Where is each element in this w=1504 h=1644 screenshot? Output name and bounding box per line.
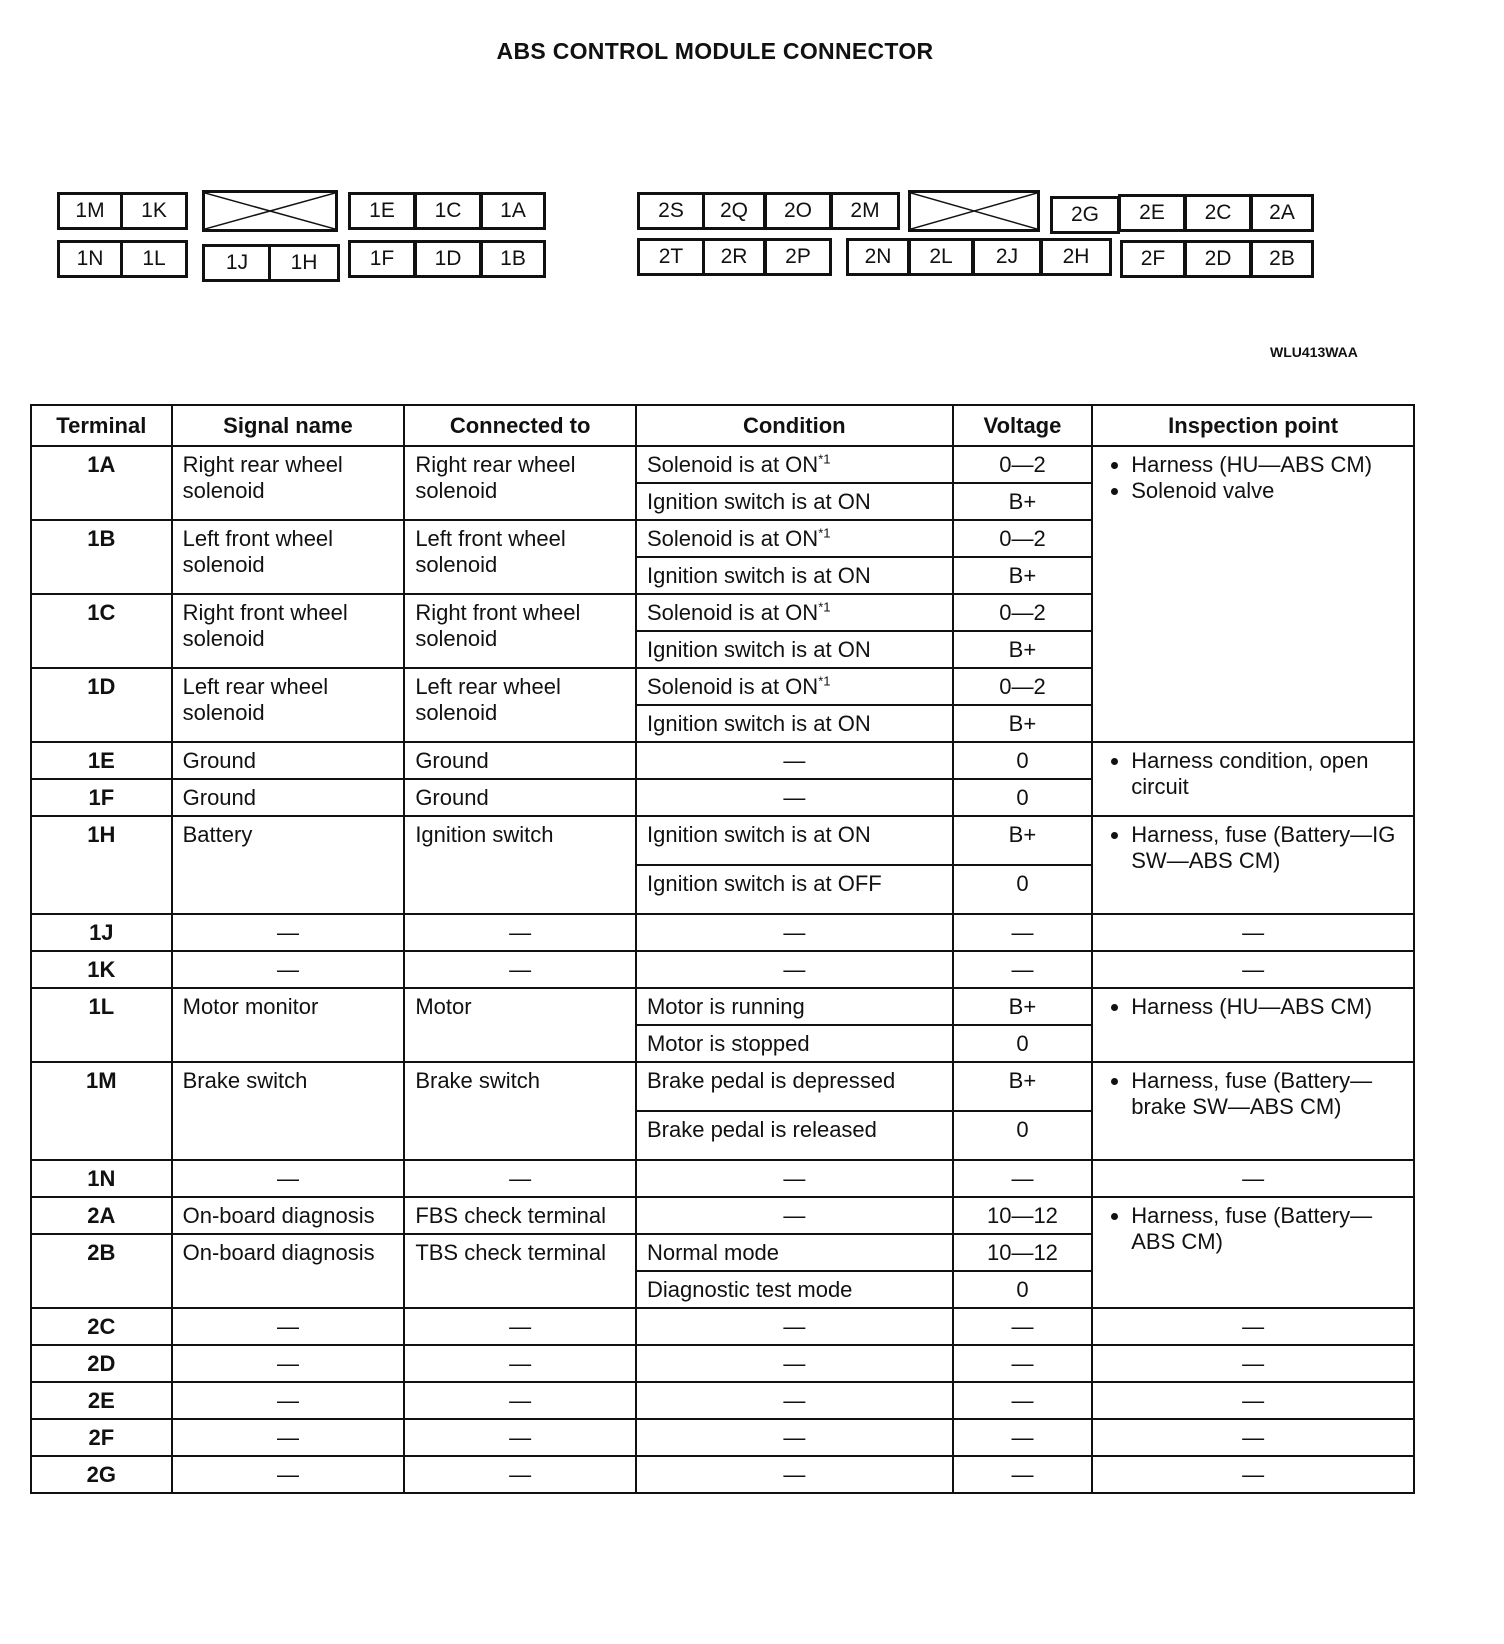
header-signal-name: Signal name: [172, 405, 405, 446]
signal-cell: —: [172, 914, 405, 951]
inspection-item: • Harness, fuse (Battery—ABS CM): [1131, 1203, 1403, 1255]
pin-1A: 1A: [480, 192, 546, 230]
pin-2F: 2F: [1120, 240, 1186, 278]
table-row-2D: [31, 1345, 1414, 1382]
pin-2A: 2A: [1250, 194, 1314, 232]
table-row-2F: [31, 1419, 1414, 1456]
voltage-cell: 0: [953, 1025, 1093, 1062]
pin-2T: 2T: [637, 238, 705, 276]
table-row-1N: [31, 1160, 1414, 1197]
signal-cell: —: [172, 1456, 405, 1493]
header-inspection-point: Inspection point: [1092, 405, 1414, 446]
table-row-2E: [31, 1382, 1414, 1419]
voltage-cell: B+: [953, 988, 1093, 1025]
pin-2L: 2L: [908, 238, 974, 276]
pin-2M: 2M: [830, 192, 900, 230]
voltage-cell: 0: [953, 742, 1093, 779]
condition-cell: Solenoid is at ON$^{*1}$: [636, 668, 953, 705]
table-header-row: [31, 405, 1414, 446]
terminal-cell: 1K: [31, 951, 172, 988]
condition-cell: Diagnostic test mode: [636, 1271, 953, 1308]
condition-cell: Ignition switch is at ON: [636, 483, 953, 520]
pin-2D: 2D: [1184, 240, 1252, 278]
voltage-cell: 0—2: [953, 668, 1093, 705]
signal-cell: —: [172, 951, 405, 988]
table-row-1J: [31, 914, 1414, 951]
condition-cell: Solenoid is at ON$^{*1}$: [636, 594, 953, 631]
signal-cell: —: [172, 1419, 405, 1456]
pin-1N: 1N: [57, 240, 123, 278]
pin-2R: 2R: [702, 238, 766, 276]
pin-1K: 1K: [120, 192, 188, 230]
table-row-2A: [31, 1197, 1414, 1234]
pin-1D: 1D: [414, 240, 482, 278]
condition-cell: —: [636, 1419, 953, 1456]
signal-cell: —: [172, 1345, 405, 1382]
table-row-1H: [31, 816, 1414, 865]
condition-cell: —: [636, 779, 953, 816]
inspection-cell: [1092, 988, 1414, 1062]
connected-cell: —: [404, 1345, 636, 1382]
signal-cell: Battery: [172, 816, 405, 914]
terminal-cell: 1L: [31, 988, 172, 1062]
inspection-cell: [1092, 742, 1414, 816]
condition-cell: Solenoid is at ON$^{*1}$: [636, 446, 953, 483]
terminal-cell: 1B: [31, 520, 172, 594]
connected-cell: Ground: [404, 779, 636, 816]
terminal-cell: 1A: [31, 446, 172, 520]
signal-cell: On-board diagnosis: [172, 1234, 405, 1308]
table-row-2G: [31, 1456, 1414, 1493]
inspection-cell: —: [1092, 1308, 1414, 1345]
terminal-cell: 1H: [31, 816, 172, 914]
condition-cell: Motor is running: [636, 988, 953, 1025]
connected-cell: Ground: [404, 742, 636, 779]
voltage-cell: —: [953, 1382, 1093, 1419]
inspection-cell: —: [1092, 1345, 1414, 1382]
condition-cell: Ignition switch is at ON: [636, 631, 953, 668]
voltage-cell: 10—12: [953, 1234, 1093, 1271]
condition-cell: Ignition switch is at ON: [636, 816, 953, 865]
header-terminal: Terminal: [31, 405, 172, 446]
footnote-mark: *1: [818, 525, 831, 541]
condition-cell: —: [636, 1345, 953, 1382]
table-row-1L: [31, 988, 1414, 1025]
condition-cell: Normal mode: [636, 1234, 953, 1271]
connected-cell: FBS check terminal: [404, 1197, 636, 1234]
pin-1L: 1L: [120, 240, 188, 278]
voltage-cell: —: [953, 1160, 1093, 1197]
inspection-cell: —: [1092, 914, 1414, 951]
inspection-cell: [1092, 1062, 1414, 1160]
pin-2P: 2P: [764, 238, 832, 276]
inspection-cell: [1092, 816, 1414, 914]
terminal-cell: 2A: [31, 1197, 172, 1234]
terminal-cell: 1J: [31, 914, 172, 951]
voltage-cell: B+: [953, 631, 1093, 668]
inspection-cell: —: [1092, 1456, 1414, 1493]
pin-1E: 1E: [348, 192, 416, 230]
signal-cell: Left front wheel solenoid: [172, 520, 405, 594]
voltage-cell: 0: [953, 865, 1093, 914]
terminal-cell: 1E: [31, 742, 172, 779]
condition-cell: —: [636, 742, 953, 779]
voltage-cell: 0: [953, 1111, 1093, 1160]
table-row-1E: [31, 742, 1414, 779]
voltage-cell: 0: [953, 1271, 1093, 1308]
connected-cell: —: [404, 914, 636, 951]
inspection-cell: —: [1092, 1160, 1414, 1197]
condition-cell: —: [636, 1456, 953, 1493]
pin-2E: 2E: [1118, 194, 1186, 232]
connected-cell: Motor: [404, 988, 636, 1062]
connected-cell: Right front wheel solenoid: [404, 594, 636, 668]
pin-2O: 2O: [764, 192, 832, 230]
connected-cell: —: [404, 1382, 636, 1419]
connected-cell: Left front wheel solenoid: [404, 520, 636, 594]
page-title: ABS CONTROL MODULE CONNECTOR: [496, 38, 934, 64]
condition-cell: —: [636, 1308, 953, 1345]
pin-2J: 2J: [972, 238, 1042, 276]
terminal-cell: 1C: [31, 594, 172, 668]
terminal-cell: 2G: [31, 1456, 172, 1493]
pin-2G: 2G: [1050, 196, 1120, 234]
table-row-1M: [31, 1062, 1414, 1111]
voltage-cell: B+: [953, 557, 1093, 594]
blank-cavity: [202, 190, 338, 232]
inspection-cell: [1092, 1197, 1414, 1308]
inspection-cell: —: [1092, 1382, 1414, 1419]
signal-cell: Left rear wheel solenoid: [172, 668, 405, 742]
condition-cell: Ignition switch is at ON: [636, 705, 953, 742]
condition-cell: Solenoid is at ON$^{*1}$: [636, 520, 953, 557]
voltage-cell: —: [953, 1308, 1093, 1345]
voltage-cell: 0: [953, 779, 1093, 816]
footnote-mark: *1: [818, 451, 831, 467]
signal-cell: —: [172, 1308, 405, 1345]
inspection-cell: —: [1092, 951, 1414, 988]
signal-cell: On-board diagnosis: [172, 1197, 405, 1234]
table-row-1A: [31, 446, 1414, 483]
voltage-cell: B+: [953, 1062, 1093, 1111]
condition-cell: —: [636, 914, 953, 951]
condition-cell: —: [636, 951, 953, 988]
table-row-1K: [31, 951, 1414, 988]
header-condition: Condition: [636, 405, 953, 446]
voltage-cell: —: [953, 914, 1093, 951]
inspection-item: • Solenoid valve: [1131, 478, 1403, 504]
terminal-cell: 1D: [31, 668, 172, 742]
pin-1J: 1J: [202, 244, 272, 282]
terminal-cell: 2D: [31, 1345, 172, 1382]
inspection-item: • Harness (HU—ABS CM): [1131, 452, 1403, 478]
header-connected-to: Connected to: [404, 405, 636, 446]
signal-cell: —: [172, 1160, 405, 1197]
pin-2Q: 2Q: [702, 192, 766, 230]
connected-cell: Right rear wheel solenoid: [404, 446, 636, 520]
voltage-cell: —: [953, 1419, 1093, 1456]
signal-cell: Right rear wheel solenoid: [172, 446, 405, 520]
connected-cell: Left rear wheel solenoid: [404, 668, 636, 742]
terminal-cell: 2E: [31, 1382, 172, 1419]
voltage-cell: B+: [953, 483, 1093, 520]
voltage-cell: —: [953, 951, 1093, 988]
blank-cavity: [908, 190, 1040, 232]
terminal-table: [30, 404, 1415, 1494]
figure-code: WLU413WAA: [1270, 344, 1358, 360]
inspection-item: • Harness, fuse (Battery—IG SW—ABS CM): [1131, 822, 1403, 874]
condition-cell: —: [636, 1382, 953, 1419]
voltage-cell: B+: [953, 816, 1093, 865]
signal-cell: Motor monitor: [172, 988, 405, 1062]
voltage-cell: 0—2: [953, 594, 1093, 631]
footnote-mark: *1: [818, 673, 831, 689]
pin-2C: 2C: [1184, 194, 1252, 232]
connected-cell: —: [404, 1160, 636, 1197]
pin-1H: 1H: [268, 244, 340, 282]
inspection-cell: [1092, 446, 1414, 742]
pin-2B: 2B: [1250, 240, 1314, 278]
inspection-item: • Harness, fuse (Battery—brake SW—ABS CM): [1131, 1068, 1403, 1120]
pin-1B: 1B: [480, 240, 546, 278]
pin-2H: 2H: [1040, 238, 1112, 276]
signal-cell: Brake switch: [172, 1062, 405, 1160]
signal-cell: Ground: [172, 779, 405, 816]
terminal-cell: 2F: [31, 1419, 172, 1456]
condition-cell: Brake pedal is released: [636, 1111, 953, 1160]
connected-cell: —: [404, 951, 636, 988]
connected-cell: —: [404, 1308, 636, 1345]
terminal-cell: 2B: [31, 1234, 172, 1308]
condition-cell: Motor is stopped: [636, 1025, 953, 1062]
connected-cell: —: [404, 1456, 636, 1493]
signal-cell: —: [172, 1382, 405, 1419]
terminal-cell: 1M: [31, 1062, 172, 1160]
inspection-cell: —: [1092, 1419, 1414, 1456]
condition-cell: Ignition switch is at ON: [636, 557, 953, 594]
header-voltage: Voltage: [953, 405, 1093, 446]
pin-1F: 1F: [348, 240, 416, 278]
condition-cell: Brake pedal is depressed: [636, 1062, 953, 1111]
signal-cell: Ground: [172, 742, 405, 779]
pin-1C: 1C: [414, 192, 482, 230]
voltage-cell: B+: [953, 705, 1093, 742]
footnote-mark: *1: [818, 599, 831, 615]
condition-cell: —: [636, 1160, 953, 1197]
voltage-cell: —: [953, 1345, 1093, 1382]
pin-2S: 2S: [637, 192, 705, 230]
terminal-cell: 1F: [31, 779, 172, 816]
voltage-cell: 0—2: [953, 446, 1093, 483]
connected-cell: Brake switch: [404, 1062, 636, 1160]
pin-1M: 1M: [57, 192, 123, 230]
condition-cell: —: [636, 1197, 953, 1234]
voltage-cell: 0—2: [953, 520, 1093, 557]
connected-cell: Ignition switch: [404, 816, 636, 914]
inspection-item: • Harness condition, open circuit: [1131, 748, 1403, 800]
terminal-cell: 1N: [31, 1160, 172, 1197]
table-row-2C: [31, 1308, 1414, 1345]
connected-cell: —: [404, 1419, 636, 1456]
condition-cell: Ignition switch is at OFF: [636, 865, 953, 914]
voltage-cell: 10—12: [953, 1197, 1093, 1234]
pin-2N: 2N: [846, 238, 910, 276]
terminal-cell: 2C: [31, 1308, 172, 1345]
voltage-cell: —: [953, 1456, 1093, 1493]
inspection-item: • Harness (HU—ABS CM): [1131, 994, 1403, 1020]
connected-cell: TBS check terminal: [404, 1234, 636, 1308]
signal-cell: Right front wheel solenoid: [172, 594, 405, 668]
